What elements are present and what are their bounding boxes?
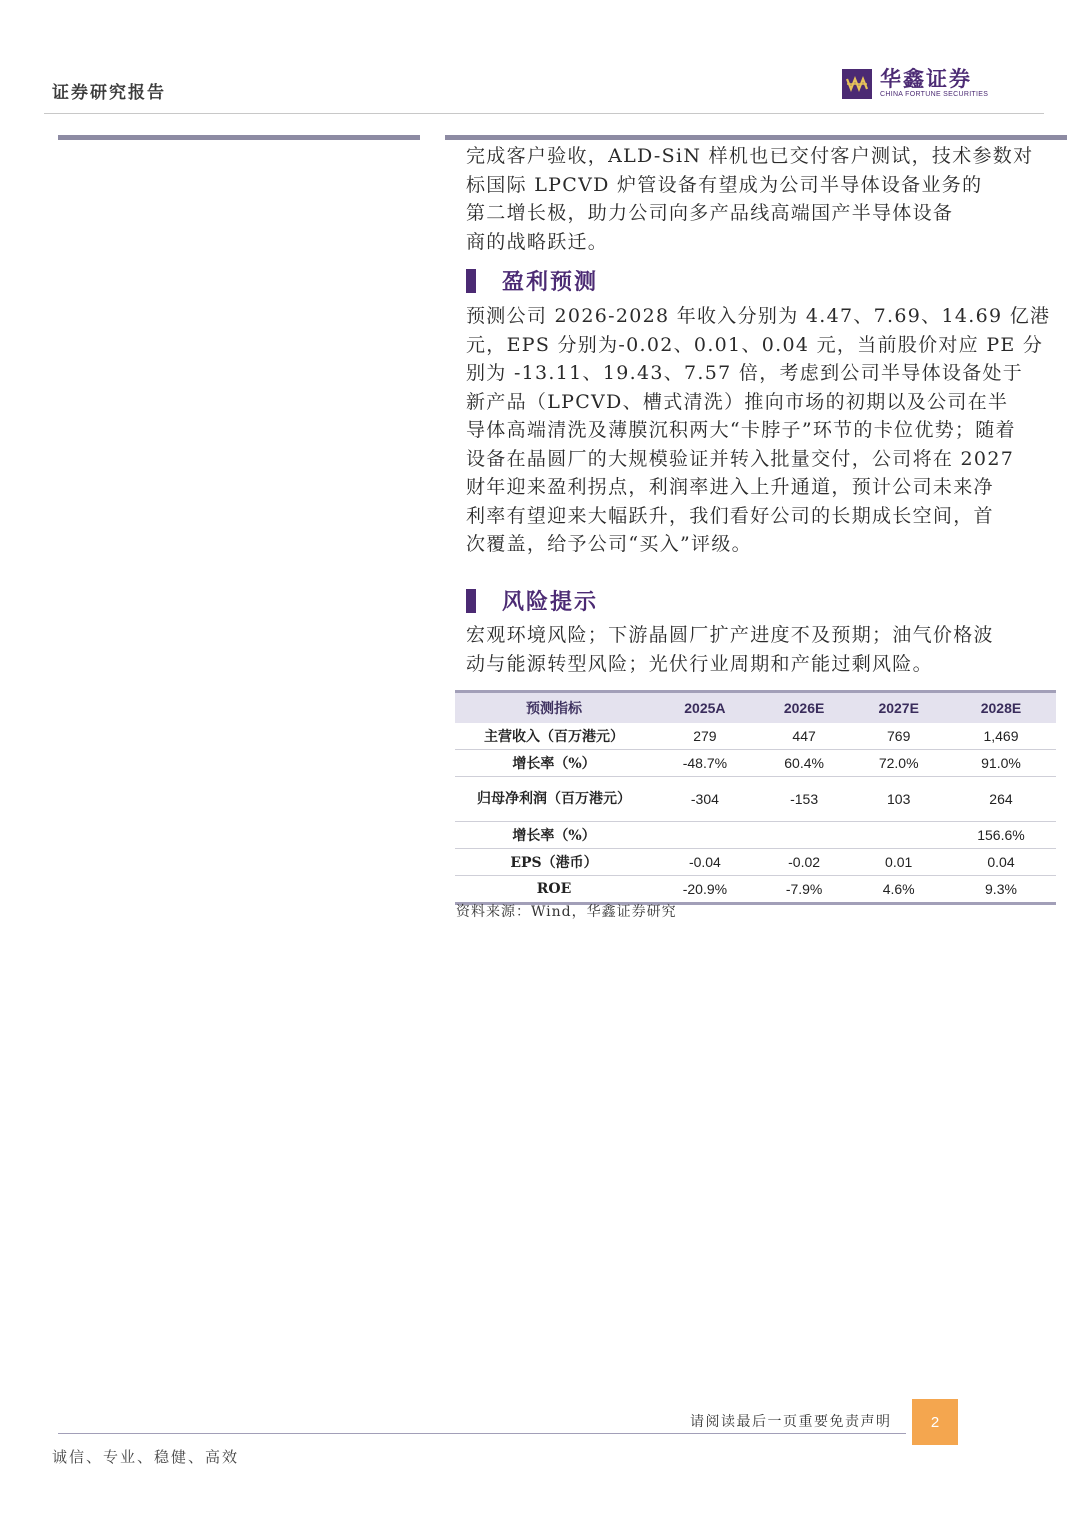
table-cell: 60.4% <box>757 750 852 777</box>
section-marker-icon <box>466 589 476 613</box>
company-logo <box>842 68 988 99</box>
table-row <box>455 750 1056 777</box>
logo-mark-icon <box>842 69 872 99</box>
risk-heading <box>466 585 598 616</box>
row-label: 增长率（%） <box>455 750 653 777</box>
table-cell: -7.9% <box>757 876 852 904</box>
table-cell: -20.9% <box>653 876 757 904</box>
text-line: 别为 -13.11、19.43、7.57 倍，考虑到公司半导体设备处于 <box>466 362 1024 384</box>
table-cell: -0.04 <box>653 849 757 876</box>
header-divider <box>44 113 1044 114</box>
disclaimer-link[interactable]: 请阅读最后一页重要免责声明 <box>690 1414 892 1430</box>
table-cell: 279 <box>653 723 757 750</box>
table-cell: 4.6% <box>851 876 946 904</box>
text-line: 设备在晶圆厂的大规模验证并转入批量交付，公司将在 2027 <box>466 447 1015 470</box>
column-header: 预测指标 <box>455 692 653 724</box>
risk-paragraph <box>466 621 1052 678</box>
table-cell: -0.02 <box>757 849 852 876</box>
table-row <box>455 876 1056 904</box>
text-line: 第二增长极，助力公司向多产品线高端国产半导体设备 <box>466 202 954 224</box>
table-row <box>455 822 1056 849</box>
text-line: 新产品（LPCVD、槽式清洗）推向市场的初期以及公司在半 <box>466 390 1009 413</box>
column-header: 2026E <box>757 692 852 724</box>
row-label: EPS（港币） <box>455 849 653 876</box>
table-cell: 769 <box>851 723 946 750</box>
text-line: 导体高端清洗及薄膜沉积两大“卡脖子”环节的卡位优势；随着 <box>466 419 1016 441</box>
text-line: 动与能源转型风险；光伏行业周期和产能过剩风险。 <box>466 652 933 675</box>
table-cell: -153 <box>757 777 852 822</box>
logo-english-name: CHINA FORTUNE SECURITIES <box>880 91 989 98</box>
table-row <box>455 777 1056 822</box>
text-line: 元，EPS 分别为-0.02、0.01、0.04 元，当前股价对应 PE 分 <box>466 333 1044 356</box>
row-label: 增长率（%） <box>455 822 653 849</box>
sidebar-top-rule <box>58 135 420 140</box>
text-line: 宏观环境风险；下游晶圆厂扩产进度不及预期；油气价格波 <box>466 624 994 646</box>
table-source-note: 资料来源：Wind，华鑫证券研究 <box>456 904 677 920</box>
table-cell: 72.0% <box>851 750 946 777</box>
table-row <box>455 849 1056 876</box>
table-cell: 264 <box>946 777 1056 822</box>
text-line: 标国际 LPCVD 炉管设备有望成为公司半导体设备业务的 <box>466 173 983 196</box>
forecast-table <box>455 690 1056 905</box>
table-cell: 1,469 <box>946 723 1056 750</box>
table-cell: 0.04 <box>946 849 1056 876</box>
table-cell: -304 <box>653 777 757 822</box>
column-header: 2027E <box>851 692 946 724</box>
table-cell: -48.7% <box>653 750 757 777</box>
section-title: 盈利预测 <box>502 269 599 295</box>
table-cell <box>851 822 946 849</box>
row-label: ROE <box>455 876 653 904</box>
row-label: 归母净利润（百万港元） <box>455 777 653 822</box>
table-cell <box>653 822 757 849</box>
profit-forecast-heading <box>466 265 598 296</box>
table-row <box>455 723 1056 750</box>
footer-divider <box>58 1433 906 1434</box>
table-cell: 0.01 <box>851 849 946 876</box>
footer-motto: 诚信、专业、稳健、高效 <box>52 1448 240 1466</box>
text-line: 完成客户验收，ALD-SiN 样机也已交付客户测试，技术参数对 <box>466 145 1034 167</box>
text-line: 财年迎来盈利拐点，利润率进入上升通道，预计公司未来净 <box>466 476 994 498</box>
column-header: 2025A <box>653 692 757 724</box>
page-number-badge: 2 <box>912 1399 958 1445</box>
column-header: 2028E <box>946 692 1056 724</box>
text-line: 次覆盖，给予公司“买入”评级。 <box>466 533 752 555</box>
text-line: 商的战略跃迁。 <box>466 230 609 253</box>
table-header-row <box>455 692 1056 724</box>
row-label: 主营收入（百万港元） <box>455 723 653 750</box>
table-cell: 447 <box>757 723 852 750</box>
table-cell <box>757 822 852 849</box>
report-type-title: 证券研究报告 <box>52 83 166 103</box>
table-cell: 156.6% <box>946 822 1056 849</box>
table-cell: 103 <box>851 777 946 822</box>
text-line: 利率有望迎来大幅跃升，我们看好公司的长期成长空间，首 <box>466 504 994 527</box>
main-top-rule <box>445 135 1067 140</box>
table-cell: 91.0% <box>946 750 1056 777</box>
text-line: 预测公司 2026-2028 年收入分别为 4.47、7.69、14.69 亿港 <box>466 305 1051 327</box>
table-cell: 9.3% <box>946 876 1056 904</box>
profit-forecast-paragraph <box>466 302 1052 559</box>
logo-chinese-name: 华鑫证券 <box>880 67 972 91</box>
section-title: 风险提示 <box>502 589 599 615</box>
section-marker-icon <box>466 269 476 293</box>
intro-paragraph <box>466 142 1052 256</box>
